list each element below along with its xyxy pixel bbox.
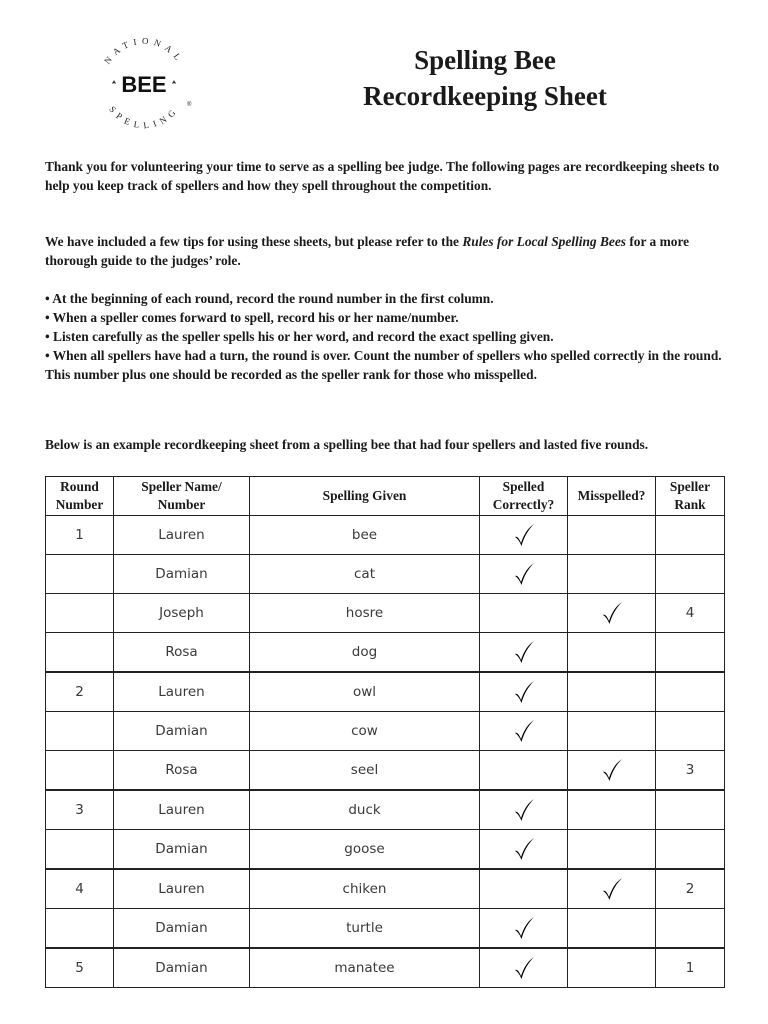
cell-speller-rank [656, 555, 725, 594]
cell-speller-name: Lauren [114, 869, 250, 909]
cell-misspelled [568, 633, 656, 673]
example-intro-paragraph: Below is an example recordkeeping sheet from a spelling bee that had four spellers and lasted five rounds. [45, 437, 649, 452]
cell-round-number: 1 [46, 516, 114, 555]
tip-item: • When all spellers have had a turn, the round is over. Count the number of spellers who spelled correctly in the round. This number plus one should be recorded as the speller rank for those who misspelled. [45, 348, 722, 382]
cell-spelling-given: hosre [250, 594, 480, 633]
cell-spelled-correctly [480, 751, 568, 791]
logo-star-left-icon [112, 80, 116, 84]
table-row [46, 751, 725, 791]
cell-misspelled [568, 869, 656, 909]
table-row [46, 594, 725, 633]
cell-speller-name: Damian [114, 555, 250, 594]
cell-spelling-given: chiken [250, 869, 480, 909]
cell-speller-rank [656, 790, 725, 830]
checkmark-icon [511, 522, 537, 548]
header-round-number: Round Number [46, 477, 114, 516]
cell-round-number: 3 [46, 790, 114, 830]
checkmark-icon [599, 876, 625, 902]
cell-round-number: 5 [46, 948, 114, 988]
cell-spelling-given: turtle [250, 909, 480, 949]
cell-speller-rank [656, 712, 725, 751]
cell-spelled-correctly [480, 516, 568, 555]
cell-spelling-given: manatee [250, 948, 480, 988]
checkmark-icon [599, 757, 625, 783]
cell-speller-name: Damian [114, 830, 250, 870]
cell-misspelled [568, 909, 656, 949]
table-row [46, 516, 725, 555]
cell-round-number [46, 751, 114, 791]
header-spelled-correctly: Spelled Correctly? [480, 477, 568, 516]
cell-speller-name: Lauren [114, 672, 250, 712]
cell-speller-name: Damian [114, 712, 250, 751]
cell-spelling-given: cow [250, 712, 480, 751]
cell-speller-rank [656, 516, 725, 555]
logo-bottom-text: SPELLING [107, 104, 181, 131]
cell-spelled-correctly [480, 790, 568, 830]
cell-misspelled [568, 594, 656, 633]
cell-misspelled [568, 516, 656, 555]
national-spelling-bee-logo [90, 30, 198, 138]
header-speller-rank: Speller Rank [656, 477, 725, 516]
header-misspelled: Misspelled? [568, 477, 656, 516]
cell-round-number [46, 555, 114, 594]
cell-misspelled [568, 790, 656, 830]
cell-spelled-correctly [480, 830, 568, 870]
recordkeeping-table [45, 476, 725, 988]
table-row [46, 909, 725, 949]
cell-round-number [46, 594, 114, 633]
checkmark-icon [599, 600, 625, 626]
cell-misspelled [568, 672, 656, 712]
cell-speller-name: Lauren [114, 516, 250, 555]
cell-speller-name: Damian [114, 909, 250, 949]
logo-center-text: BEE [121, 72, 167, 97]
cell-spelling-given: seel [250, 751, 480, 791]
checkmark-icon [511, 797, 537, 823]
checkmark-icon [511, 639, 537, 665]
tips-intro-after: for a more thorough guide to the judges’ role. [45, 234, 690, 268]
title-line-1: Spelling Bee [414, 45, 556, 75]
cell-round-number [46, 712, 114, 751]
logo-star-right-icon [172, 80, 176, 84]
tips-intro-paragraph [45, 232, 725, 270]
cell-round-number: 4 [46, 869, 114, 909]
cell-speller-name: Rosa [114, 751, 250, 791]
cell-spelling-given: duck [250, 790, 480, 830]
logo-registered-mark: ® [187, 102, 192, 108]
header-spelling-given: Spelling Given [250, 477, 480, 516]
cell-speller-name: Lauren [114, 790, 250, 830]
cell-speller-name: Rosa [114, 633, 250, 673]
cell-speller-rank [656, 909, 725, 949]
title-line-2: Recordkeeping Sheet [363, 81, 607, 111]
table-row [46, 869, 725, 909]
checkmark-icon [511, 836, 537, 862]
table-row [46, 712, 725, 751]
intro-paragraph: Thank you for volunteering your time to serve as a spelling bee judge. The following pages are recordkeeping sheets to help you keep track of spellers and how they spell throughout the competition. [45, 159, 720, 193]
table-header-row [46, 477, 725, 516]
tip-item: • Listen carefully as the speller spells his or her word, and record the exact spelling given. [45, 329, 554, 344]
rules-reference: Rules for Local Spelling Bees [462, 234, 626, 249]
cell-spelling-given: owl [250, 672, 480, 712]
cell-spelling-given: dog [250, 633, 480, 673]
cell-misspelled [568, 830, 656, 870]
cell-speller-rank: 2 [656, 869, 725, 909]
checkmark-icon [511, 718, 537, 744]
cell-misspelled [568, 948, 656, 988]
table-row [46, 830, 725, 870]
page-title [330, 42, 640, 114]
checkmark-icon [511, 955, 537, 981]
logo-top-text: NATIONAL [102, 35, 186, 66]
cell-spelled-correctly [480, 869, 568, 909]
tip-item: • When a speller comes forward to spell, record his or her name/number. [45, 310, 459, 325]
cell-speller-rank: 1 [656, 948, 725, 988]
cell-speller-name: Joseph [114, 594, 250, 633]
tip-item: • At the beginning of each round, record the round number in the first column. [45, 291, 494, 306]
cell-misspelled [568, 555, 656, 594]
cell-speller-rank: 4 [656, 594, 725, 633]
cell-spelled-correctly [480, 909, 568, 949]
tips-list [45, 289, 725, 384]
table-row [46, 672, 725, 712]
header-speller-name: Speller Name/ Number [114, 477, 250, 516]
cell-speller-rank [656, 633, 725, 673]
cell-misspelled [568, 751, 656, 791]
table-row [46, 633, 725, 673]
cell-round-number [46, 633, 114, 673]
cell-speller-name: Damian [114, 948, 250, 988]
cell-spelled-correctly [480, 948, 568, 988]
cell-speller-rank [656, 830, 725, 870]
tips-intro-before: We have included a few tips for using these sheets, but please refer to the [45, 234, 463, 249]
cell-speller-rank: 3 [656, 751, 725, 791]
cell-spelled-correctly [480, 594, 568, 633]
checkmark-icon [511, 679, 537, 705]
table-row [46, 555, 725, 594]
checkmark-icon [511, 561, 537, 587]
cell-round-number [46, 909, 114, 949]
cell-spelling-given: bee [250, 516, 480, 555]
cell-speller-rank [656, 672, 725, 712]
checkmark-icon [511, 915, 537, 941]
cell-spelling-given: cat [250, 555, 480, 594]
cell-round-number: 2 [46, 672, 114, 712]
cell-misspelled [568, 712, 656, 751]
cell-spelled-correctly [480, 555, 568, 594]
cell-spelled-correctly [480, 712, 568, 751]
cell-spelled-correctly [480, 672, 568, 712]
table-row [46, 948, 725, 988]
cell-spelled-correctly [480, 633, 568, 673]
table-row [46, 790, 725, 830]
cell-round-number [46, 830, 114, 870]
cell-spelling-given: goose [250, 830, 480, 870]
